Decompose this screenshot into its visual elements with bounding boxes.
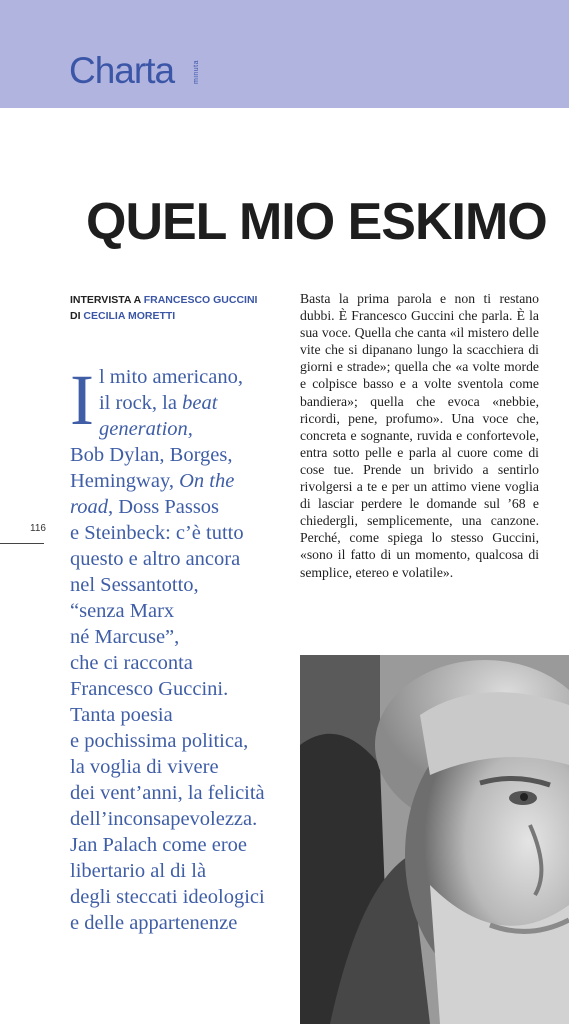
- drop-cap: I: [70, 360, 94, 440]
- pull-line: l mito americano,: [98, 366, 244, 388]
- pull-line: libertario al di là: [70, 860, 207, 882]
- pull-line: Bob Dylan, Borges,: [70, 444, 233, 466]
- body-paragraph: Basta la prima parola e non ti restano dubbi. È Francesco Guccini che parla. È la sua voce. Quella che canta «il mistero delle vite che si dipanano lungo la scacchiera di giorni e strade»; quella che «a volte morde e colpisce basso e a volte sventola come bandiera»; quella che evoca «nebbie, ricordi, pene, profumo». Una voce che, concreta e sognante, ruvida e confortevole, entra sotto pelle e parla al cuore come di cose tue. Prende un brivido a sentirlo rivolgersi a te e per un attimo viene voglia di lasciar perdere le domande sul ’68 e chiedergli, semplicemente, una canzone. Perché, come spiega lo stesso Guccini, «sono il fatto di un momento, qualcosa di semplice, etereo e volatile».: [300, 291, 539, 580]
- pull-line: questo e altro ancora: [70, 548, 241, 570]
- pull-line: Hemingway, On the: [70, 470, 235, 492]
- pull-line: la voglia di vivere: [70, 756, 219, 778]
- page-number: 116: [30, 523, 46, 534]
- pull-line: Francesco Guccini.: [70, 678, 229, 700]
- article-title: QUEL MIO ESKIMO: [86, 193, 547, 251]
- pull-line: dell’inconsapevolezza.: [70, 808, 258, 830]
- pull-line: road, Doss Passos: [70, 496, 220, 518]
- pull-quote: [70, 360, 295, 936]
- byline: [70, 292, 257, 324]
- byline-author: [70, 308, 257, 324]
- page-number-rule: [0, 543, 44, 544]
- logo-subtitle: minuta: [193, 60, 200, 85]
- pull-line: nel Sessantotto,: [70, 574, 199, 596]
- pull-line: e Steinbeck: c’è tutto: [70, 522, 244, 544]
- pull-line: né Marcuse”,: [70, 626, 180, 648]
- pull-line: generation,: [98, 418, 193, 440]
- pull-line: e pochissima politica,: [70, 730, 249, 752]
- header-bar: [0, 0, 569, 108]
- guccini-photo: [300, 655, 569, 1024]
- byline-prefix-di: DI: [70, 310, 84, 322]
- charta-logo: Charta: [69, 50, 175, 91]
- byline-prefix: INTERVISTA A: [70, 294, 144, 306]
- byline-interview: [70, 292, 257, 308]
- author-name: CECILIA MORETTI: [83, 310, 176, 322]
- pull-line: Jan Palach come eroe: [70, 834, 248, 856]
- article-body: [300, 290, 539, 581]
- pull-line: e delle appartenenze: [70, 912, 238, 934]
- pull-line: il rock, la beat: [98, 392, 218, 414]
- interviewee-name: FRANCESCO GUCCINI: [143, 294, 258, 306]
- pull-line: degli steccati ideologici: [70, 886, 265, 908]
- pull-line: Tanta poesia: [70, 704, 173, 726]
- pull-line: “senza Marx: [70, 600, 175, 622]
- pull-line: dei vent’anni, la felicità: [70, 782, 265, 804]
- pull-line: che ci racconta: [70, 652, 193, 674]
